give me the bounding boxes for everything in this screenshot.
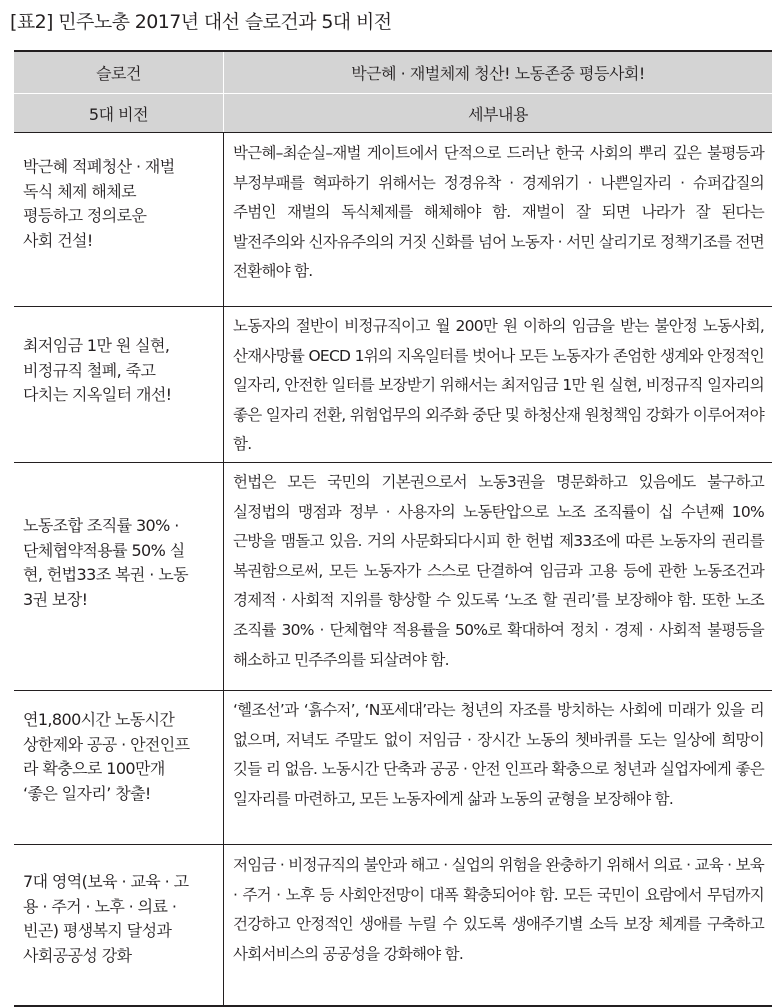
table-row	[14, 845, 772, 1006]
vision-line: 3권 보장!	[23, 589, 88, 609]
detail-cell	[224, 307, 773, 463]
table-row	[14, 691, 772, 845]
vision-line: 박근혜 적폐청산 · 재벌	[23, 157, 175, 176]
vision-line: 다치는 지옥일터 개선!	[23, 385, 172, 404]
vision-line: 독식 체제 해체로	[23, 181, 136, 201]
table-title: [표2] 민주노총 2017년 대선 슬로건과 5대 비전	[10, 11, 392, 33]
detail-text: 박근혜–최순실–재벌 게이트에서 단적으로 드러난 한국 사회의 뿌리 깊은 불평등과 부정부패를 혁파하기 위해서는 정경유착 · 경제위기 · 나쁜일자리 · 슈퍼갑질의 주범인 재벌의 독식체제를 해체해야 함. 재벌이 잘 되면 나라가 잘 된다는 발전주의와 신자유주의의 거짓 신화를 넘어 노동자 · 서민 살리기로 정책기조를 전면 전환해야 함.	[233, 144, 764, 281]
vision-line: 용 · 주거 · 노후 · 의료 ·	[23, 896, 177, 916]
table-row	[14, 463, 772, 691]
vision-cell	[14, 307, 224, 463]
vision-line: 노동조합 조직률 30% ·	[23, 516, 179, 535]
vision-line: 최저임금 1만 원 실현,	[23, 336, 170, 355]
vision-cell	[14, 133, 224, 307]
detail-column-header: 세부내용	[224, 94, 773, 133]
vision-line: 사회공공성 강화	[23, 945, 132, 965]
vision-line: 라 확충으로 100만개	[23, 759, 165, 778]
vision-line: ‘좋은 일자리’ 창출!	[23, 783, 151, 803]
detail-cell	[224, 463, 773, 691]
vision-line: 현, 헌법33조 복권 · 노동	[23, 565, 188, 584]
slogan-value-cell: 박근혜 · 재벌체제 청산! 노동존중 평등사회!	[224, 51, 773, 94]
detail-cell	[224, 133, 773, 307]
vision-cell	[14, 845, 224, 1006]
vision-line: 단체협약적용률 50% 실	[23, 540, 185, 560]
detail-text: ‘헬조선’과 ‘흙수저’, ‘N포세대’라는 청년의 자조를 방치하는 사회에 미래가 있을 리 없으며, 저녁도 주말도 없이 저임금 · 장시간 노동의 쳇바퀴를 도는 일상에 희망이 깃들 리 없음. 노동시간 단축과 공공 · 안전 인프라 확충으로 청년과 실업자에게 좋은 일자리를 마련하고, 모든 노동자에게 삶과 노동의 균형을 보장해야 함.	[233, 701, 764, 808]
table-row	[14, 307, 772, 463]
vision-line: 7대 영역(보육 · 교육 · 고	[23, 872, 189, 891]
detail-text: 노동자의 절반이 비정규직이고 월 200만 원 이하의 임금을 받는 불안정 노동사회, 산재사망률 OECD 1위의 지옥일터를 벗어나 모든 노동자가 존엄한 생계와 안정적인 일자리, 안전한 일터를 보장받기 위해서는 최저임금 1만 원 실현, 비정규직 일자리의 좋은 일자리 전환, 위험업무의 외주화 중단 및 하청산재 원청책임 강화가 이루어져야 함.	[233, 317, 764, 454]
vision-line: 상한제와 공공 · 안전인프	[23, 734, 190, 754]
detail-text: 헌법은 모든 국민의 기본권으로서 노동3권을 명문화하고 있음에도 불구하고 실정법의 맹점과 정부 · 사용자의 노동탄압으로 노조 조직률이 십 수년째 10% 근방을 맴돌고 있음. 거의 사문화되다시피 한 헌법 제33조에 따른 노동자의 권리를 복권함으로써, 모든 노동자가 스스로 단결하여 임금과 고용 등에 관한 노동조건과 경제적 · 사회적 지위를 향상할 수 있도록 ‘노조 할 권리’를 보장해야 함. 또한 노조 조직률 30% · 단체협약 적용률을 50%로 확대하여 정치 · 경제 · 사회적 불평등을 해소하고 민주주의를 되살려야 함.	[233, 473, 764, 669]
vision-line: 빈곤) 평생복지 달성과	[23, 921, 172, 940]
vision-line: 연1,800시간 노동시간	[23, 710, 175, 729]
vision-cell	[14, 463, 224, 691]
vision-line: 비정규직 철폐, 죽고	[23, 360, 156, 380]
column-header-row	[14, 94, 772, 133]
detail-cell	[224, 845, 773, 1006]
detail-cell	[224, 691, 773, 845]
vision-column-header: 5대 비전	[14, 94, 224, 133]
slogan-header-row	[14, 51, 772, 94]
vision-line: 평등하고 정의로운	[23, 206, 147, 225]
vision-cell	[14, 691, 224, 845]
vision-line: 사회 건설!	[23, 230, 93, 250]
slogan-label-cell: 슬로건	[14, 51, 224, 94]
slogan-vision-table	[14, 50, 772, 1007]
detail-text: 저임금 · 비정규직의 불안과 해고 · 실업의 위험을 완충하기 위해서 의료 · 교육 · 보육 · 주거 · 노후 등 사회안전망이 대폭 확충되어야 함. 모든 국민이 요람에서 무덤까지 건강하고 안정적인 생애를 누릴 수 있도록 생애주기별 소득 보장 체계를 구축하고 사회서비스의 공공성을 강화해야 함.	[233, 856, 764, 963]
table-row	[14, 133, 772, 307]
